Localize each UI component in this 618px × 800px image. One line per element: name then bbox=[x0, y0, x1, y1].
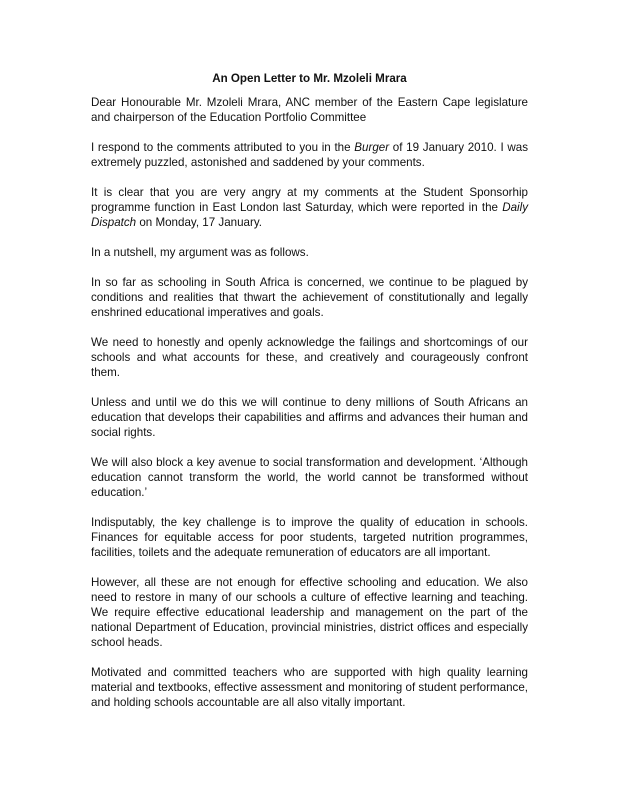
salutation: Dear Honourable Mr. Mzoleli Mrara, ANC member of the Eastern Cape legislature and chairperson of the Education Portfolio Committee bbox=[91, 96, 528, 124]
paragraph-1 bbox=[91, 140, 528, 170]
paragraph-2-text-a: It is clear that you are very angry at my comments at the Student Sponsorhip programme function in East London last Saturday, which were reported in the bbox=[91, 186, 528, 214]
paragraph-5: We need to honestly and openly acknowledge the failings and shortcomings of our schools and what accounts for these, and creatively and courageously confront them. bbox=[91, 336, 528, 379]
paragraph-3: In a nutshell, my argument was as follows. bbox=[91, 246, 309, 259]
newspaper-name-daily-dispatch: Daily Dispatch bbox=[91, 201, 528, 229]
paragraph-2-text-b: on Monday, 17 January. bbox=[136, 216, 262, 229]
letter-title: An Open Letter to Mr. Mzoleli Mrara bbox=[212, 72, 407, 85]
paragraph-6: Unless and until we do this we will continue to deny millions of South Africans an education that develops their capabilities and affirms and advances their human and social rights. bbox=[91, 396, 528, 439]
paragraph-2 bbox=[91, 185, 528, 230]
paragraph-10: Motivated and committed teachers who are supported with high quality learning material and textbooks, effective assessment and monitoring of student performance, and holding schools accountable are all also vitally important. bbox=[91, 666, 528, 709]
letter-page bbox=[91, 71, 528, 725]
paragraph-1-text-a: I respond to the comments attributed to you in the bbox=[91, 141, 355, 154]
paragraph-9: However, all these are not enough for effective schooling and education. We also need to restore in many of our schools a culture of effective learning and teaching. We require effective educational leadership and management on the part of the national Department of Education, provincial ministries, district offices and especially school heads. bbox=[91, 576, 528, 649]
paragraph-1-text-b: of 19 January 2010. I was extremely puzzled, astonished and saddened by your comments. bbox=[91, 141, 528, 169]
paragraph-7: We will also block a key avenue to social transformation and development. ‘Although education cannot transform the world, the world cannot be transformed without education.’ bbox=[91, 456, 528, 499]
paragraph-4: In so far as schooling in South Africa is concerned, we continue to be plagued by conditions and realities that thwart the achievement of constitutionally and legally enshrined educational imperatives and goals. bbox=[91, 276, 528, 319]
newspaper-name-burger: Burger bbox=[354, 141, 390, 154]
paragraph-8: Indisputably, the key challenge is to improve the quality of education in schools. Finances for equitable access for poor students, targeted nutrition programmes, facilities, toilets and the adequate remuneration of educators are all important. bbox=[91, 516, 528, 559]
